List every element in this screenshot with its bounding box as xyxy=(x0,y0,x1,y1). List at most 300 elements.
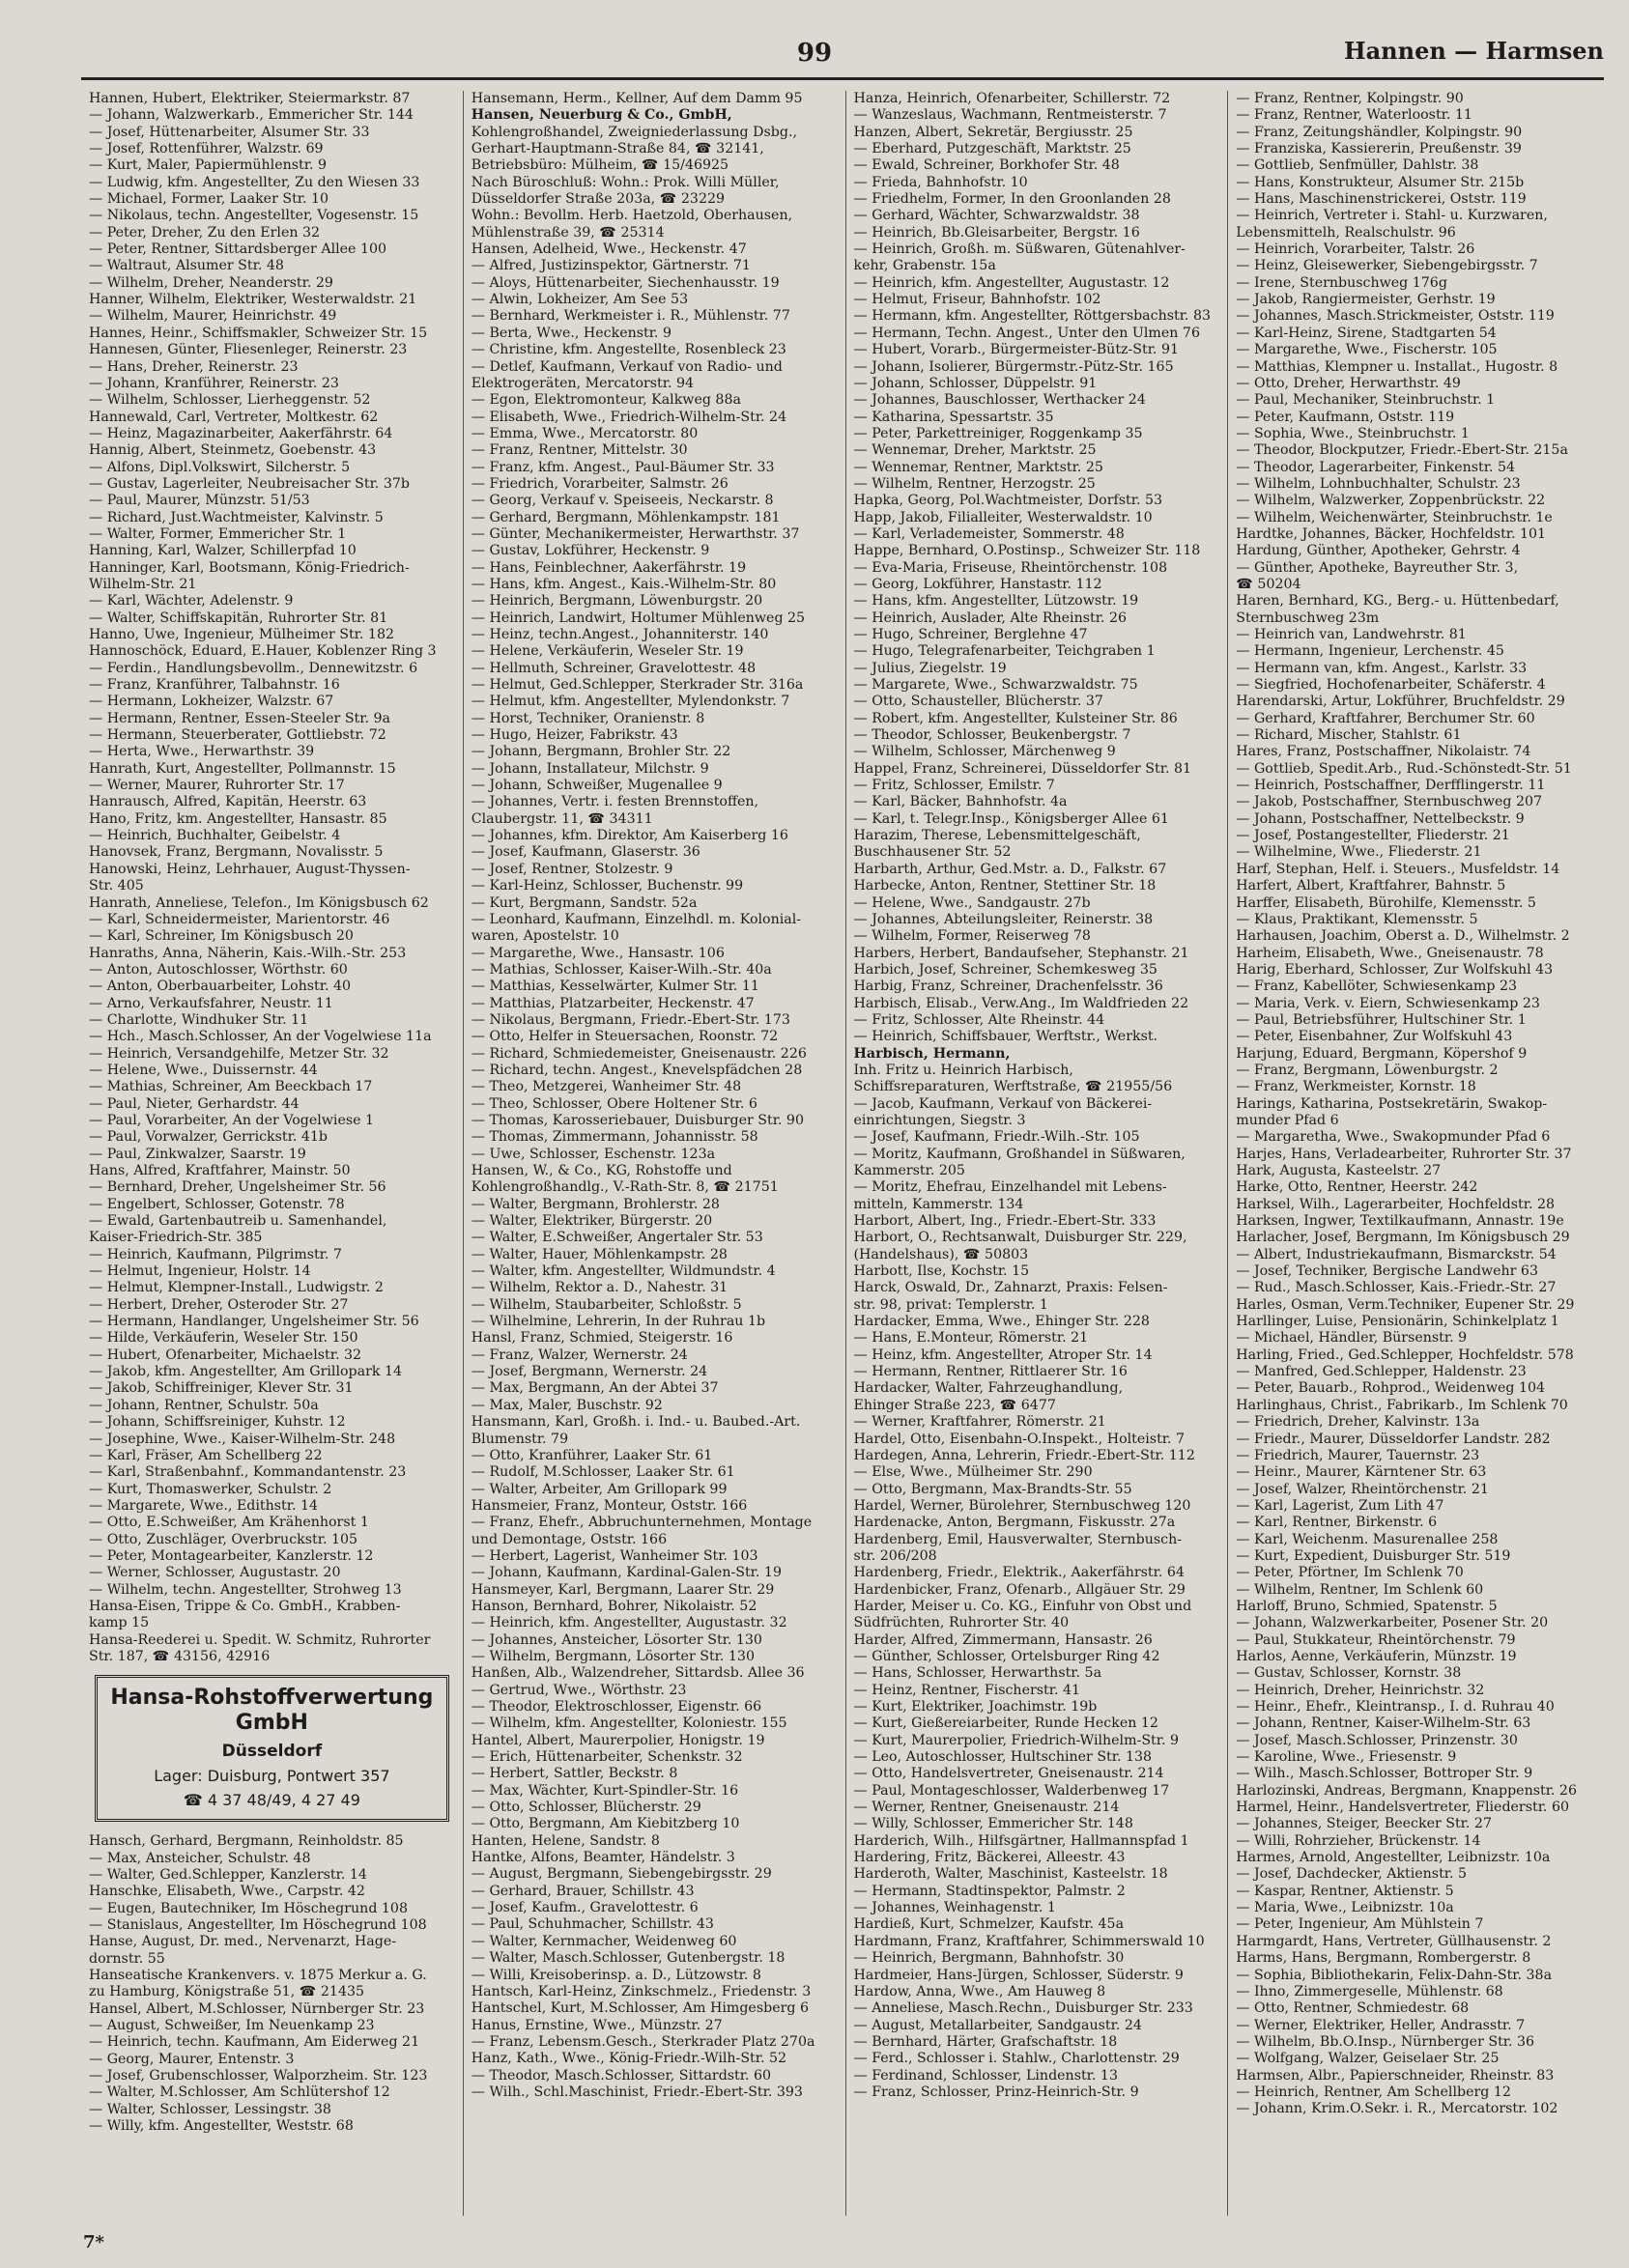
directory-entry: Harbort, O., Rechtsanwalt, Duisburger Str. 229, xyxy=(853,1230,1187,1246)
directory-entry: — Michael, Former, Laaker Str. 10 xyxy=(89,191,329,208)
directory-entry: — Jakob, Postschaffner, Sternbuschweg 207 xyxy=(1236,794,1543,810)
company-advertisement xyxy=(95,1675,449,1822)
directory-entry: — Josef, Rottenführer, Walzstr. 69 xyxy=(89,141,324,157)
directory-entry: — Gustav, Schlosser, Kornstr. 38 xyxy=(1236,1665,1462,1682)
directory-entry: dornstr. 55 xyxy=(89,1950,165,1967)
directory-entry: Harmsen, Albr., Papierschneider, Rheinstr. 83 xyxy=(1236,2067,1555,2084)
directory-entry: Harmel, Heinr., Handelsvertreter, Fliederstr. 60 xyxy=(1236,1800,1569,1816)
directory-entry: Hannewald, Carl, Vertreter, Moltkestr. 62 xyxy=(89,409,379,425)
directory-entry: — Jakob, kfm. Angestellter, Am Grillopark 14 xyxy=(89,1364,403,1380)
directory-entry: Hansch, Gerhard, Bergmann, Reinholdstr. 85 xyxy=(89,1833,404,1850)
directory-entry: — Franz, Werkmeister, Kornstr. 18 xyxy=(1236,1079,1476,1095)
directory-entry: — Johann, Schiffsreiniger, Kuhstr. 12 xyxy=(89,1414,346,1431)
directory-entry: Hansen, W., & Co., KG, Rohstoffe und xyxy=(471,1163,732,1178)
directory-entry: — Hans, Konstrukteur, Alsumer Str. 215b xyxy=(1236,174,1525,190)
directory-entry: — Kurt, Bergmann, Sandstr. 52a xyxy=(471,894,698,911)
directory-entry: Hanrath, Anneliese, Telefon., Im Königsbusch 62 xyxy=(89,894,429,911)
directory-entry: Harf, Stephan, Helf. i. Steuers., Musfeldstr. 14 xyxy=(1236,861,1560,877)
directory-entry: — Wilhelm, Staubarbeiter, Schloßstr. 5 xyxy=(471,1296,742,1313)
directory-entry: — Willi, Rohrzieher, Brückenstr. 14 xyxy=(1236,1832,1481,1849)
directory-entry: Hanrath, Kurt, Angestellter, Pollmannstr. 15 xyxy=(89,760,396,777)
directory-entry: — Johann, Isolierer, Bürgermstr.-Pütz-Str. 165 xyxy=(853,358,1174,375)
directory-entry: — Willi, Kreisoberinsp. a. D., Lützowstr. 8 xyxy=(471,1967,761,1983)
directory-entry: — Josef, Techniker, Bergische Landwehr 63 xyxy=(1236,1263,1538,1280)
directory-entry: — Wolfgang, Walzer, Geiselaer Str. 25 xyxy=(1236,2051,1500,2067)
directory-entry: — Helmut, Ged.Schlepper, Sterkrader Str. 316a xyxy=(471,677,804,694)
column-1 xyxy=(81,91,463,2216)
directory-entry: Hantsch, Karl-Heinz, Zinkschmelz., Friedenstr. 3 xyxy=(471,1983,812,1999)
directory-entry: — Karl, Wächter, Adelenstr. 9 xyxy=(89,593,294,610)
directory-entry: — Johann, Kaufmann, Kardinal-Galen-Str. 19 xyxy=(471,1565,782,1581)
directory-entry: — Karl, t. Telegr.Insp., Königsberger Allee 61 xyxy=(853,810,1169,827)
column-3-entries xyxy=(854,91,1220,2101)
directory-entry: — Alwin, Lokheizer, Am See 53 xyxy=(471,292,689,308)
column-3 xyxy=(845,91,1228,2216)
directory-entry: Harbich, Josef, Schreiner, Schemkesweg 35 xyxy=(853,961,1157,978)
directory-entry: Hardacker, Walter, Fahrzeughandlung, xyxy=(853,1380,1124,1397)
directory-entry: — Franz, kfm. Angest., Paul-Bäumer Str. 33 xyxy=(471,459,775,475)
directory-entry: — Hermann, Ingenieur, Lerchenstr. 45 xyxy=(1236,643,1504,660)
advert-city: Düsseldorf xyxy=(221,1742,323,1762)
directory-entry: — Robert, kfm. Angestellter, Kulsteiner Str. 86 xyxy=(853,710,1178,726)
directory-entry: — Horst, Techniker, Oranienstr. 8 xyxy=(471,710,705,726)
directory-entry: — Bernhard, Werkmeister i. R., Mühlenstr. 77 xyxy=(471,308,790,325)
directory-entry: — Gottlieb, Spedit.Arb., Rud.-Schönstedt-Str. 51 xyxy=(1236,760,1572,777)
directory-entry: — Hans, kfm. Angest., Kais.-Wilhelm-Str. 80 xyxy=(471,576,777,592)
directory-entry: — Hermann, Stadtinspektor, Palmstr. 2 xyxy=(853,1883,1126,1899)
directory-entry: — Leo, Autoschlosser, Hultschiner Str. 138 xyxy=(853,1749,1153,1766)
column-4 xyxy=(1227,91,1610,2216)
directory-entry: — Margarete, Wwe., Edithstr. 14 xyxy=(89,1497,319,1514)
directory-entry: — Thomas, Karosseriebauer, Duisburger Str. 90 xyxy=(471,1112,804,1128)
directory-entry: — Günther, Schlosser, Ortelsburger Ring 42 xyxy=(853,1648,1160,1664)
directory-entry: — Engelbert, Schlosser, Gotenstr. 78 xyxy=(89,1196,345,1212)
directory-entry: — Johannes, Vertr. i. festen Brennstoffen, xyxy=(471,794,759,810)
directory-entry: — Gustav, Lokführer, Heckenstr. 9 xyxy=(471,543,710,559)
directory-entry: — Friedrich, Maurer, Tauernstr. 23 xyxy=(1236,1447,1480,1463)
directory-entry: — Johann, Walzwerkarb., Emmericher Str. 144 xyxy=(89,107,414,124)
directory-entry: — Walter, M.Schlosser, Am Schlütershof 12 xyxy=(89,2084,390,2101)
directory-entry: — Heinz, Rentner, Fischerstr. 41 xyxy=(853,1682,1081,1698)
directory-entry: — Hermann, Rentner, Essen-Steeler Str. 9a xyxy=(89,710,390,726)
directory-entry: — Detlef, Kaufmann, Verkauf von Radio- und xyxy=(471,358,783,375)
directory-entry: — Paul, Zinkwalzer, Saarstr. 19 xyxy=(89,1146,306,1162)
directory-entry: Hardmann, Franz, Kraftfahrer, Schimmerswald 10 xyxy=(853,1933,1205,1949)
directory-entry: Happe, Bernhard, O.Postinsp., Schweizer Str. 118 xyxy=(853,543,1201,559)
directory-entry: einrichtungen, Siegstr. 3 xyxy=(853,1112,1026,1128)
directory-entry: — Theo, Metzgerei, Wanheimer Str. 48 xyxy=(471,1079,742,1095)
directory-entry: — Wilh., Schl.Maschinist, Friedr.-Ebert-Str. 393 xyxy=(471,2084,803,2100)
directory-entry: — Alfons, Dipl.Volkswirt, Silcherstr. 5 xyxy=(89,459,351,475)
directory-entry: — Manfred, Ged.Schlepper, Haldenstr. 23 xyxy=(1236,1364,1527,1380)
directory-entry: — Willy, kfm. Angestellter, Weststr. 68 xyxy=(89,2118,354,2135)
directory-entry: — Josef, Grubenschlosser, Walporzheim. Str. 123 xyxy=(89,2068,428,2084)
directory-entry: — Waltraut, Alsumer Str. 48 xyxy=(89,258,284,274)
directory-entry: Hans, Alfred, Kraftfahrer, Mainstr. 50 xyxy=(89,1163,351,1178)
directory-entry: Claubergstr. 11, ☎ 34311 xyxy=(471,810,653,827)
directory-entry: — Gertrud, Wwe., Wörthstr. 23 xyxy=(471,1682,687,1698)
directory-entry: — Gerhard, Brauer, Schillstr. 43 xyxy=(471,1883,695,1899)
directory-entry: — Margarethe, Wwe., Hansastr. 106 xyxy=(471,945,725,961)
directory-entry: Hanz, Kath., Wwe., König-Friedr.-Wilh-Str. 52 xyxy=(471,2051,787,2067)
directory-entry: — Hans, E.Monteur, Römerstr. 21 xyxy=(853,1330,1089,1347)
directory-entry: — Hermann, Lokheizer, Walzstr. 67 xyxy=(89,694,334,710)
directory-entry: — Ewald, Schreiner, Borkhofer Str. 48 xyxy=(853,157,1120,174)
directory-entry: Harffer, Elisabeth, Bürohilfe, Klemensstr. 5 xyxy=(1236,894,1536,911)
directory-entry: — Wilh., Masch.Schlosser, Bottroper Str. 9 xyxy=(1236,1766,1533,1782)
directory-entry: — Josef, Postangestellter, Fliederstr. 21 xyxy=(1236,828,1510,844)
directory-entry: — Helene, Verkäuferin, Weseler Str. 19 xyxy=(471,643,744,660)
directory-entry: Hardenberg, Emil, Hausverwalter, Sternbusch- xyxy=(853,1531,1183,1547)
directory-entry: Hannoschöck, Eduard, E.Hauer, Koblenzer Ring 3 xyxy=(89,643,437,660)
directory-entry: — Josef, Kaufmann, Glaserstr. 36 xyxy=(471,844,700,861)
directory-entry: — Johann, Rentner, Kaiser-Wilhelm-Str. 63 xyxy=(1236,1715,1531,1732)
directory-entry: Hanowski, Heinz, Lehrhauer, August-Thyssen- xyxy=(89,861,411,877)
directory-entry: str. 98, privat: Templerstr. 1 xyxy=(853,1296,1048,1313)
directory-entry: — Willy, Schlosser, Emmericher Str. 148 xyxy=(853,1816,1133,1832)
directory-entry: Hansmann, Karl, Großh. i. Ind.- u. Baubed.-Art. xyxy=(471,1414,801,1431)
directory-entry: Harder, Alfred, Zimmermann, Hansastr. 26 xyxy=(853,1631,1153,1648)
directory-entry: — Wilhelm, Weichenwärter, Steinbruchstr. 1e xyxy=(1236,509,1553,525)
directory-entry: — Peter, Kaufmann, Oststr. 119 xyxy=(1236,409,1455,425)
directory-entry: Harllinger, Luise, Pensionärin, Schinkelplatz 1 xyxy=(1236,1314,1559,1330)
directory-entry: — Johannes, Bauschlosser, Werthacker 24 xyxy=(853,392,1146,409)
directory-entry: — Nikolaus, Bergmann, Friedr.-Ebert-Str. 173 xyxy=(471,1011,790,1028)
directory-entry: — Hermann, Handlanger, Ungelsheimer Str. 56 xyxy=(89,1314,419,1330)
directory-entry: — Heinrich, kfm. Angestellter, Augustastr. 32 xyxy=(471,1615,787,1631)
directory-entry: — Klaus, Praktikant, Klemensstr. 5 xyxy=(1236,911,1478,927)
directory-entry: Hansemann, Herm., Kellner, Auf dem Damm 95 xyxy=(471,91,803,106)
directory-entry: — Leonhard, Kaufmann, Einzelhdl. m. Kolonial- xyxy=(471,911,802,927)
directory-entry: Harms, Hans, Bergmann, Rombergerstr. 8 xyxy=(1236,1950,1531,1967)
directory-entry: — Otto, Helfer in Steuersachen, Roonstr. 72 xyxy=(471,1029,779,1045)
directory-entry: — Heinrich, Bergmann, Bahnhofstr. 30 xyxy=(853,1950,1125,1967)
directory-entry: — Hans, Schlosser, Herwarthstr. 5a xyxy=(853,1665,1102,1682)
page-number: 99 xyxy=(796,39,833,68)
directory-entry: — Johann, Walzwerkarbeiter, Posener Str. 20 xyxy=(1236,1615,1549,1631)
directory-entry: — Wilhelm, Schlosser, Lierheggenstr. 52 xyxy=(89,392,371,409)
directory-entry: — Walter, Schiffskapitän, Ruhrorter Str. 81 xyxy=(89,610,388,626)
directory-entry: Nach Büroschluß: Wohn.: Prok. Willi Müller, xyxy=(471,174,780,190)
directory-entry: — Walter, Arbeiter, Am Grillopark 99 xyxy=(471,1481,728,1497)
directory-entry: — Johann, Installateur, Milchstr. 9 xyxy=(471,760,709,777)
directory-entry: — Johannes, kfm. Direktor, Am Kaiserberg 16 xyxy=(471,828,788,844)
directory-entry: Hardering, Fritz, Bäckerei, Alleestr. 43 xyxy=(853,1850,1126,1866)
directory-entry: — Eva-Maria, Friseuse, Rheintörchenstr. 108 xyxy=(853,559,1168,576)
directory-entry: — Otto, Dreher, Herwarthstr. 49 xyxy=(1236,375,1461,391)
directory-entry: — Moritz, Kaufmann, Großhandel in Süßwaren, xyxy=(853,1146,1186,1162)
directory-entry: — Sophia, Bibliothekarin, Felix-Dahn-Str. 38a xyxy=(1236,1967,1553,1983)
directory-entry: Elektrogeräten, Mercatorstr. 94 xyxy=(471,375,695,391)
directory-entry: — Herbert, Dreher, Osteroder Str. 27 xyxy=(89,1296,349,1313)
directory-entry: — Peter, Bauarb., Rohprod., Weidenweg 104 xyxy=(1236,1380,1546,1397)
directory-entry: — Hilde, Verkäuferin, Weseler Str. 150 xyxy=(89,1330,358,1347)
directory-entry: — Ihno, Zimmergeselle, Mühlenstr. 68 xyxy=(1236,1983,1503,1999)
directory-entry: — Kurt, Expedient, Duisburger Str. 519 xyxy=(1236,1547,1511,1564)
directory-entry: Harbers, Herbert, Bandaufseher, Stephanstr. 21 xyxy=(853,945,1189,961)
directory-entry: — Jacob, Kaufmann, Verkauf von Bäckerei- xyxy=(853,1095,1153,1112)
directory-entry: Hanschke, Elisabeth, Wwe., Carpstr. 42 xyxy=(89,1884,365,1900)
directory-entry: Harderoth, Walter, Maschinist, Kasteelstr. 18 xyxy=(853,1866,1168,1883)
directory-entry: Hanßen, Alb., Walzendreher, Sittardsb. Allee 36 xyxy=(471,1665,805,1682)
directory-entry: — Richard, techn. Angest., Knevelspfädchen 28 xyxy=(471,1062,803,1078)
directory-entry: — Otto, Kranführer, Laaker Str. 61 xyxy=(471,1447,713,1463)
directory-entry: Harig, Eberhard, Schlosser, Zur Wolfskuhl 43 xyxy=(1236,961,1554,978)
directory-entry: — Fritz, Schlosser, Alte Rheinstr. 44 xyxy=(853,1011,1105,1028)
directory-entry: — Paul, Schuhmacher, Schillstr. 43 xyxy=(471,1916,714,1933)
directory-entry: Hansel, Albert, M.Schlosser, Nürnberger Str. 23 xyxy=(89,2000,425,2017)
directory-entry: — Michael, Händler, Bürsenstr. 9 xyxy=(1236,1330,1468,1347)
column-2-entries xyxy=(472,91,838,2101)
directory-entry: — Heinrich, Dreher, Heinrichstr. 32 xyxy=(1236,1682,1485,1698)
directory-entry: — Heinr., Maurer, Kärntener Str. 63 xyxy=(1236,1464,1487,1481)
directory-entry: — Johannes, Masch.Strickmeister, Oststr. 119 xyxy=(1236,308,1555,325)
directory-entry: Kohlengroßhandlg., V.-Rath-Str. 8, ☎ 21751 xyxy=(471,1179,779,1196)
directory-entry: — Walter, E.Schweißer, Angertaler Str. 53 xyxy=(471,1230,763,1246)
directory-entry: Harles, Osman, Verm.Techniker, Eupener Str. 29 xyxy=(1236,1296,1575,1313)
directory-entry: — Wilhelm, Maurer, Heinrichstr. 49 xyxy=(89,308,337,325)
directory-entry: — Max, Bergmann, An der Abtei 37 xyxy=(471,1380,719,1397)
directory-entry: — Hans, Dreher, Reinerstr. 23 xyxy=(89,358,299,375)
directory-entry: — Hermann, Techn. Angest., Unter den Ulmen 76 xyxy=(853,325,1200,341)
directory-entry: — Helene, Wwe., Sandgaustr. 27b xyxy=(853,894,1091,911)
directory-entry: — Franz, Bergmann, Löwenburgstr. 2 xyxy=(1236,1062,1499,1078)
directory-entry: — Bernhard, Härter, Grafschaftstr. 18 xyxy=(853,2033,1118,2050)
directory-entry: — Werner, Kraftfahrer, Römerstr. 21 xyxy=(853,1414,1106,1431)
directory-entry: Harbarth, Arthur, Ged.Mstr. a. D., Falkstr. 67 xyxy=(853,861,1167,877)
directory-entry: — Josef, Masch.Schlosser, Prinzenstr. 30 xyxy=(1236,1732,1518,1748)
directory-entry: — Günter, Mechanikermeister, Herwarthstr. 37 xyxy=(471,525,800,542)
directory-entry: Harbisch, Elisab., Verw.Ang., Im Waldfrieden 22 xyxy=(853,995,1189,1011)
directory-entry: — Franz, Walzer, Wernerstr. 24 xyxy=(471,1347,688,1363)
directory-entry: — Berta, Wwe., Heckenstr. 9 xyxy=(471,325,672,341)
directory-entry: — Gottlieb, Senfmüller, Dahlstr. 38 xyxy=(1236,157,1479,174)
directory-entry: — Max, Ansteicher, Schulstr. 48 xyxy=(89,1850,311,1866)
directory-entry: Harheim, Elisabeth, Wwe., Gneisenaustr. 78 xyxy=(1236,945,1544,961)
directory-entry: — Johann, Postschaffner, Nettelbeckstr. 9 xyxy=(1236,810,1525,827)
directory-entry: — Karl, Schneidermeister, Marientorstr. 46 xyxy=(89,911,390,927)
directory-entry: — Else, Wwe., Mülheimer Str. 290 xyxy=(853,1464,1093,1481)
directory-entry: — Ferdinand, Schlosser, Lindenstr. 13 xyxy=(853,2067,1118,2084)
directory-entry: — Heinrich, Großh. m. Süßwaren, Gütenahlver- xyxy=(853,241,1186,258)
directory-entry: — Wilhelm, Rektor a. D., Nahestr. 31 xyxy=(471,1280,729,1296)
advert-warehouse: Lager: Duisburg, Pontwert 357 xyxy=(154,1767,390,1786)
directory-entry: Hanninger, Karl, Bootsmann, König-Friedrich- xyxy=(89,559,410,576)
directory-entry: — Franz, Lebensm.Gesch., Sterkrader Platz 270a xyxy=(471,2033,815,2050)
directory-entry: — Irene, Sternbuschweg 176g xyxy=(1236,274,1447,291)
directory-entry: — Karl, Lagerist, Zum Lith 47 xyxy=(1236,1497,1444,1514)
directory-entry: Hardung, Günther, Apotheker, Gehrstr. 4 xyxy=(1236,543,1521,559)
directory-entry: Hanse, August, Dr. med., Nervenarzt, Hage- xyxy=(89,1934,397,1950)
directory-entry: Hares, Franz, Postschaffner, Nikolaistr. 74 xyxy=(1236,744,1531,760)
directory-entry: — Josef, Walzer, Rheintörchenstr. 21 xyxy=(1236,1481,1489,1497)
directory-entry: — Kurt, Gießereiarbeiter, Runde Hecken 12 xyxy=(853,1715,1158,1732)
column-1-entries xyxy=(89,91,455,1665)
directory-entry: Harke, Otto, Rentner, Heerstr. 242 xyxy=(1236,1179,1478,1196)
directory-entry: — Ferdin., Handlungsbevollm., Dennewitzstr. 6 xyxy=(89,660,418,676)
directory-entry: Harbott, Ilse, Kochstr. 15 xyxy=(853,1263,1030,1280)
directory-entry: Blumenstr. 79 xyxy=(471,1431,569,1447)
directory-entry: — Gustav, Lagerleiter, Neubreisacher Str. 37b xyxy=(89,475,410,492)
directory-entry: — Theodor, Blockputzer, Friedr.-Ebert-Str. 215a xyxy=(1236,442,1568,459)
directory-entry: Harksen, Ingwer, Textilkaufmann, Annastr. 19e xyxy=(1236,1213,1564,1230)
directory-entry: Harjung, Eduard, Bergmann, Köpershof 9 xyxy=(1236,1045,1528,1062)
directory-entry: — Hans, Feinblechner, Aakerfährstr. 19 xyxy=(471,559,747,576)
directory-entry: — Georg, Lokführer, Hanstastr. 112 xyxy=(853,576,1102,592)
directory-entry: Harlozinski, Andreas, Bergmann, Knappenstr. 26 xyxy=(1236,1782,1577,1799)
directory-entry: Hardow, Anna, Wwe., Am Hauweg 8 xyxy=(853,1983,1106,1999)
directory-entry: — Johannes, Weinhagenstr. 1 xyxy=(853,1900,1056,1916)
directory-entry: Wilhelm-Str. 21 xyxy=(89,576,197,592)
directory-entry: Hanrausch, Alfred, Kapitän, Heerstr. 63 xyxy=(89,794,367,810)
directory-entry: — Sophia, Wwe., Steinbruchstr. 1 xyxy=(1236,425,1470,441)
directory-entry: Mühlenstraße 39, ☎ 25314 xyxy=(471,224,665,241)
directory-entry: — Peter, Pförtner, Im Schlenk 70 xyxy=(1236,1565,1464,1581)
directory-entry: Hardieß, Kurt, Schmelzer, Kaufstr. 45a xyxy=(853,1916,1125,1933)
directory-entry: — Peter, Parkettreiniger, Roggenkamp 35 xyxy=(853,425,1143,441)
running-head: Hannen — Harmsen xyxy=(1343,37,1604,65)
directory-entry: — Jakob, Rangiermeister, Gerhstr. 19 xyxy=(1236,292,1496,308)
directory-entry: — Friedhelm, Former, In den Groonlanden 28 xyxy=(853,191,1171,208)
directory-entry: — Karl, Verlademeister, Sommerstr. 48 xyxy=(853,525,1125,542)
directory-entry: — Hermann van, kfm. Angest., Karlstr. 33 xyxy=(1236,660,1528,676)
directory-entry: — Wilhelm, kfm. Angestellter, Koloniestr. 155 xyxy=(471,1715,787,1732)
directory-entry: — Hans, kfm. Angestellter, Lützowstr. 19 xyxy=(853,593,1139,610)
directory-entry: — Georg, Maurer, Entenstr. 3 xyxy=(89,2051,295,2067)
directory-entry: Harbecke, Anton, Rentner, Stettiner Str. 18 xyxy=(853,878,1157,894)
directory-entry: — Werner, Maurer, Ruhrorter Str. 17 xyxy=(89,778,345,794)
directory-entry: — Paul, Stukkateur, Rheintörchenstr. 79 xyxy=(1236,1631,1516,1648)
directory-entry: — Paul, Mechaniker, Steinbruchstr. 1 xyxy=(1236,392,1496,409)
directory-entry: — Ferd., Schlosser i. Stahlw., Charlottenstr. 29 xyxy=(853,2051,1180,2067)
directory-entry: Südfrüchten, Ruhrorter Str. 40 xyxy=(853,1615,1070,1631)
directory-entry: Hano, Fritz, km. Angestellter, Hansastr. 85 xyxy=(89,810,387,827)
directory-entry: — Friedr., Maurer, Düsseldorfer Landstr. 282 xyxy=(1236,1431,1551,1447)
directory-entry: Harmgardt, Hans, Vertreter, Güllhausenstr. 2 xyxy=(1236,1933,1552,1949)
directory-entry: — August, Schweißer, Im Neuenkamp 23 xyxy=(89,2018,375,2034)
directory-entry: — Wilhelm, Bb.O.Insp., Nürnberger Str. 36 xyxy=(1236,2033,1535,2050)
directory-entry: — Friedrich, Dreher, Kalvinstr. 13a xyxy=(1236,1414,1480,1431)
directory-entry: — Wilhelm, Former, Reiserweg 78 xyxy=(853,928,1091,945)
directory-entry: Gerhart-Hauptmann-Straße 84, ☎ 32141, xyxy=(471,141,764,157)
directory-entry: Sternbuschweg 23m xyxy=(1236,610,1380,626)
directory-entry: — Franz, Rentner, Mittelstr. 30 xyxy=(471,442,688,459)
directory-entry: — Johann, Schlosser, Düppelstr. 91 xyxy=(853,375,1098,391)
directory-entry: — Paul, Maurer, Münzstr. 51/53 xyxy=(89,493,310,509)
directory-entry: Buschhausener Str. 52 xyxy=(853,844,1012,861)
directory-entry: — Walter, Schlosser, Lessingstr. 38 xyxy=(89,2101,331,2117)
directory-entry: — Johannes, Steiger, Beecker Str. 27 xyxy=(1236,1816,1492,1832)
directory-entry: — Wennemar, Dreher, Marktstr. 25 xyxy=(853,442,1097,459)
directory-entry: — Heinz, kfm. Angestellter, Atroper Str. 14 xyxy=(853,1347,1153,1363)
directory-entry: — Charlotte, Windhuker Str. 11 xyxy=(89,1011,309,1028)
directory-entry: — Julius, Ziegelstr. 19 xyxy=(853,660,1007,676)
directory-entry: — Johann, Krim.O.Sekr. i. R., Mercatorstr. 102 xyxy=(1236,2101,1558,2117)
directory-entry: — Heinz, Gleisewerker, Siebengebirgsstr. 7 xyxy=(1236,258,1538,274)
directory-entry: Hardenberg, Friedr., Elektrik., Aakerfährstr. 64 xyxy=(853,1565,1185,1581)
directory-entry: — Heinr., Ehefr., Kleintransp., I. d. Ruhrau 40 xyxy=(1236,1699,1555,1715)
directory-entry: — Mathias, Schreiner, Am Beeckbach 17 xyxy=(89,1079,373,1095)
directory-entry: — Kurt, Maler, Papiermühlenstr. 9 xyxy=(89,157,327,174)
directory-entry: Hannesen, Günter, Fliesenleger, Reinerstr. 23 xyxy=(89,342,408,358)
directory-entry: Harfert, Albert, Kraftfahrer, Bahnstr. 5 xyxy=(1236,878,1506,894)
directory-entry: — Elisabeth, Wwe., Friedrich-Wilhelm-Str. 24 xyxy=(471,409,787,425)
directory-entry: — Theodor, Elektroschlosser, Eigenstr. 66 xyxy=(471,1699,762,1715)
directory-entry: — Peter, Dreher, Zu den Erlen 32 xyxy=(89,224,321,241)
directory-entry: Hanten, Helene, Sandstr. 8 xyxy=(471,1832,660,1849)
directory-entry: Hardel, Werner, Bürolehrer, Sternbuschweg 120 xyxy=(853,1497,1191,1514)
directory-entry: — Gerhard, Bergmann, Möhlenkampstr. 181 xyxy=(471,509,781,525)
directory-entry: Harmes, Arnold, Angestellter, Leibnizstr. 10a xyxy=(1236,1850,1551,1866)
directory-entry: Hanraths, Anna, Näherin, Kais.-Wilh.-Str. 253 xyxy=(89,945,407,961)
directory-entry: — Albert, Industriekaufmann, Bismarckstr. 54 xyxy=(1236,1246,1557,1262)
directory-entry: — Mathias, Schlosser, Kaiser-Wilh.-Str. 40a xyxy=(471,961,772,978)
directory-entry: — Hermann, kfm. Angestellter, Röttgersbachstr. 83 xyxy=(853,308,1211,325)
directory-entry: — Paul, Montageschlosser, Walderbenweg 17 xyxy=(853,1782,1170,1799)
directory-entry: — Otto, Schausteller, Blücherstr. 37 xyxy=(853,694,1103,710)
directory-entry: — Franz, Kabellöter, Schwiesenkamp 23 xyxy=(1236,978,1518,995)
directory-entry: — Heinrich, Landwirt, Holtumer Mühlenweg 25 xyxy=(471,610,806,626)
directory-entry: — Matthias, Kesselwärter, Kulmer Str. 11 xyxy=(471,978,759,995)
directory-entry: — Peter, Ingenieur, Am Mühlstein 7 xyxy=(1236,1916,1484,1933)
directory-entry: — Hugo, Schreiner, Berglehne 47 xyxy=(853,627,1088,642)
directory-entry: — Wilhelm, Bergmann, Lösorter Str. 130 xyxy=(471,1648,755,1664)
directory-entry: — Helmut, Klempner-Install., Ludwigstr. 2 xyxy=(89,1280,384,1296)
directory-entry: — Ludwig, kfm. Angestellter, Zu den Wiesen 33 xyxy=(89,174,420,190)
directory-entry: — Moritz, Ehefrau, Einzelhandel mit Lebens- xyxy=(853,1179,1167,1196)
directory-entry: Hansen, Neuerburg & Co., GmbH, xyxy=(471,107,732,124)
directory-entry: Str. 187, ☎ 43156, 42916 xyxy=(89,1648,271,1664)
directory-entry: zu Hamburg, Königstraße 51, ☎ 21435 xyxy=(89,1984,365,2000)
directory-columns xyxy=(81,91,1610,2216)
directory-entry: — Otto, Schlosser, Blücherstr. 29 xyxy=(471,1800,701,1816)
directory-entry: Hanner, Wilhelm, Elektriker, Westerwaldstr. 21 xyxy=(89,292,417,308)
directory-entry: — Peter, Rentner, Sittardsberger Allee 100 xyxy=(89,241,387,258)
directory-entry: — Christine, kfm. Angestellte, Rosenbleck 23 xyxy=(471,342,786,358)
directory-entry: Harlinghaus, Christ., Fabrikarb., Im Schlenk 70 xyxy=(1236,1397,1568,1413)
directory-entry: — Walter, Ged.Schlepper, Kanzlerstr. 14 xyxy=(89,1867,367,1883)
directory-entry: — Helmut, Friseur, Bahnhofstr. 102 xyxy=(853,292,1101,308)
directory-entry: — Theodor, Masch.Schlosser, Sittardstr. 60 xyxy=(471,2067,772,2084)
directory-entry: — Georg, Verkauf v. Speiseeis, Neckarstr. 8 xyxy=(471,493,774,509)
directory-entry: — Walter, Elektriker, Bürgerstr. 20 xyxy=(471,1213,713,1230)
directory-entry: — Hugo, Telegrafenarbeiter, Teichgraben 1 xyxy=(853,643,1156,660)
directory-entry: Hanza, Heinrich, Ofenarbeiter, Schillerstr. 72 xyxy=(853,91,1171,106)
directory-entry: Harksel, Wilh., Lagerarbeiter, Hochfeldstr. 28 xyxy=(1236,1196,1556,1212)
directory-entry: — Heinrich van, Landwehrstr. 81 xyxy=(1236,627,1467,642)
directory-entry: — Helmut, Ingenieur, Holstr. 14 xyxy=(89,1263,311,1280)
column-2 xyxy=(463,91,845,2216)
directory-entry: — Friedrich, Vorarbeiter, Salmstr. 26 xyxy=(471,475,729,492)
directory-entry: Hardenbicker, Franz, Ofenarb., Allgäuer Str. 29 xyxy=(853,1581,1186,1598)
directory-entry: Harbisch, Hermann, xyxy=(853,1045,1011,1062)
directory-entry: — Heinrich, Vertreter i. Stahl- u. Kurzwaren, xyxy=(1236,208,1548,224)
directory-entry: — Franz, Ehefr., Abbruchunternehmen, Montage xyxy=(471,1515,813,1531)
directory-entry: — Emma, Wwe., Mercatorstr. 80 xyxy=(471,425,699,441)
directory-entry: — Heinrich, Rentner, Am Schellberg 12 xyxy=(1236,2084,1511,2100)
directory-entry: — Heinrich, techn. Kaufmann, Am Eiderweg 21 xyxy=(89,2034,420,2051)
directory-entry: — Josef, Dachdecker, Aktienstr. 5 xyxy=(1236,1866,1468,1883)
directory-entry: — Theo, Schlosser, Obere Holtener Str. 6 xyxy=(471,1095,757,1112)
directory-entry: — Siegfried, Hochofenarbeiter, Schäferstr. 4 xyxy=(1236,677,1546,694)
directory-entry: Hanseatische Krankenvers. v. 1875 Merkur a. G. xyxy=(89,1968,427,1984)
directory-entry: Harlacher, Josef, Bergmann, Im Königsbusch 29 xyxy=(1236,1230,1570,1246)
directory-entry: — Theodor, Lagerarbeiter, Finkenstr. 54 xyxy=(1236,459,1516,475)
directory-entry: — Walter, Kernmacher, Weidenweg 60 xyxy=(471,1933,737,1949)
directory-entry: — Nikolaus, techn. Angestellter, Vogesenstr. 15 xyxy=(89,208,419,224)
column-1-entries-continued xyxy=(89,1833,455,2135)
directory-entry: — Karl, Straßenbahnf., Kommandantenstr. 23 xyxy=(89,1464,407,1481)
